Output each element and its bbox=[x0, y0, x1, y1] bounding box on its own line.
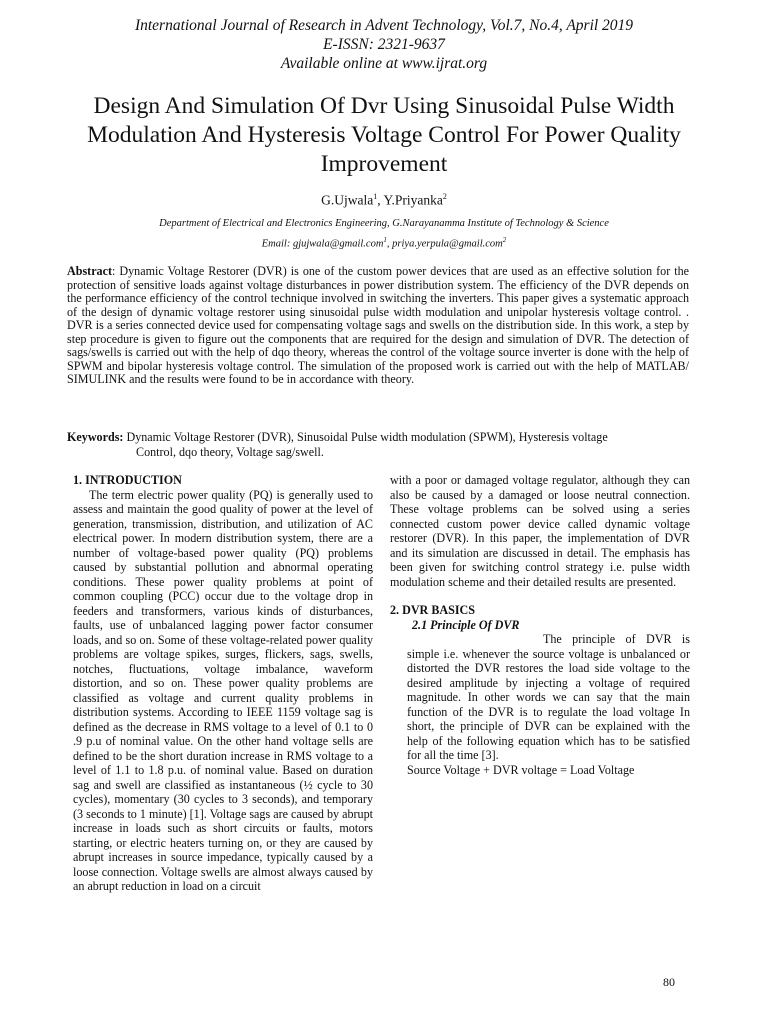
author-1-affil: 1 bbox=[373, 192, 378, 201]
author-2: Y.Priyanka bbox=[383, 192, 443, 208]
author-separator: , bbox=[377, 192, 384, 208]
author-line bbox=[0, 192, 768, 209]
right-column bbox=[390, 473, 690, 777]
affiliation-block bbox=[0, 216, 768, 253]
intro-continued: with a poor or damaged voltage regulator, although they can also be caused by a damaged or loose neutral connection. These voltage problems can be solved using a series connected custom power device called dynamic voltage restorer (DVR). In this paper, the implementation of DVR and its simulation are discussed in detail. The emphasis has been given for switching control strategy i.e. pulse width modulation scheme and their detailed results are presented. bbox=[390, 473, 690, 589]
intro-paragraph: The term electric power quality (PQ) is generally used to assess and maintain the good quality of power at the level of generation, transmission, distribution, and utilization of AC electrical power. In modern distribution system, there are a number of voltage-based power quality (PQ) problems caused by substantial pollution and abnormal operating conditions. These power quality problems at point of common coupling (PCC) occur due to the voltage drop in feeders and transformers, various kinds of disturbances, faults, use of unbalanced lagging power factor consumer loads, and so on. Some of these voltage-related power quality problems are voltage spikes, surges, flickers, sags, swells, notches, fluctuations, voltage imbalance, waveform distortion, and so on. These power quality problems are classified as voltage and current quality problems in distribution systems. According to IEEE 1159 voltage sag is defined as the decrease in RMS voltage to a level of 0.1 to 0 .9 p.u of nominal value. On the other hand voltage sells are defined to be the short duration increase in RMS voltage to a level of 1.1 to 1.8 p.u. of nominal value. Based on duration sag and swell are classified as instantaneous (½ cycle to 30 cycles), momentary (30 cycles to 3 seconds), and temporary (3 seconds to 1 minute) [1]. Voltage sags are caused by abrupt increase in loads such as short circuits or faults, motors starting, or electric heaters turning on, or they are caused by abrupt increases in source impedance, typically caused by a loose connection. Voltage swells are almost always caused by an abrupt reduction in load on a circuit bbox=[73, 487, 373, 893]
journal-name: International Journal of Research in Advent Technology, Vol.7, No.4, April 2019 bbox=[134, 17, 634, 34]
dvr-equation: Source Voltage + DVR voltage = Load Voltage bbox=[407, 762, 635, 777]
keywords-line-2: Control, dqo theory, Voltage sag/swell. bbox=[136, 444, 324, 459]
abstract-label: Abstract bbox=[67, 264, 113, 278]
paper-title: Design And Simulation Of Dvr Using Sinusoidal Pulse Width Modulation And Hysteresis Voltage Control For Power Quality Improvement bbox=[87, 93, 681, 177]
author-2-affil: 2 bbox=[442, 192, 447, 201]
intro-heading: 1. INTRODUCTION bbox=[73, 473, 182, 487]
page-number: 80 bbox=[663, 975, 675, 989]
principle-subheading: 2.1 Principle Of DVR bbox=[412, 617, 520, 632]
abstract-text: : Dynamic Voltage Restorer (DVR) is one of the custom power devices that are used as an effective solution for the protection of sensitive loads against voltage disturbances in power distribution system. The efficiency of the DVR depends on the performance efficiency of the control technique involved in switching the inverters. This paper gives a systematic approach of the design of dynamic voltage restorer using sinusoidal pulse width modulation and unipolar hysteresis voltage control. . DVR is a series connected device used for compensating voltage sags and swells on the distribution side. In this work, a step by step procedure is given to figure out the components that are required for the design and simulation of DVR. The detection of sags/swells is carried out with the help of dqo theory, whereas the control of the voltage source inverter is done with the help of SPWM and bipolar hysteresis voltage control. The simulation of the proposed work is carried out with the help of MATLAB/ SIMULINK and the results were found to be in accordance with theory. bbox=[67, 264, 689, 386]
left-column bbox=[73, 473, 373, 894]
email-line bbox=[0, 232, 768, 253]
journal-issn: E-ISSN: 2321-9637 bbox=[323, 36, 445, 53]
email-1-affil: 1 bbox=[383, 236, 387, 244]
keywords-line-1: Dynamic Voltage Restorer (DVR), Sinusoidal Pulse width modulation (SPWM), Hysteresis voltage bbox=[123, 430, 608, 444]
principle-paragraph: The principle of DVR is simple i.e. whenever the source voltage is unbalanced or distorted the DVR restores the load side voltage to the desired amplitude by injecting a voltage of required magnitude. In other words we can say that the main function of the DVR is to regulate the load voltage In short, the principle of DVR can be explained with the help of the following equation which has to be satisfied for all the time [3]. bbox=[407, 632, 690, 762]
abstract bbox=[67, 265, 689, 387]
journal-online: Available online at www.ijrat.org bbox=[280, 55, 488, 72]
keywords-label: Keywords: bbox=[67, 430, 124, 444]
email-2: , priya.yerpula@gmail.com bbox=[386, 238, 503, 250]
keywords bbox=[67, 430, 689, 459]
email-1: Email: gjujwala@gmail.com bbox=[261, 238, 384, 250]
affiliation: Department of Electrical and Electronics Engineering, G.Narayanamma Institute of Technology & Science bbox=[159, 218, 609, 229]
journal-header bbox=[0, 16, 768, 73]
author-1: G.Ujwala bbox=[321, 192, 374, 208]
dvr-basics-heading: 2. DVR BASICS bbox=[390, 603, 476, 617]
email-2-affil: 2 bbox=[502, 236, 507, 244]
